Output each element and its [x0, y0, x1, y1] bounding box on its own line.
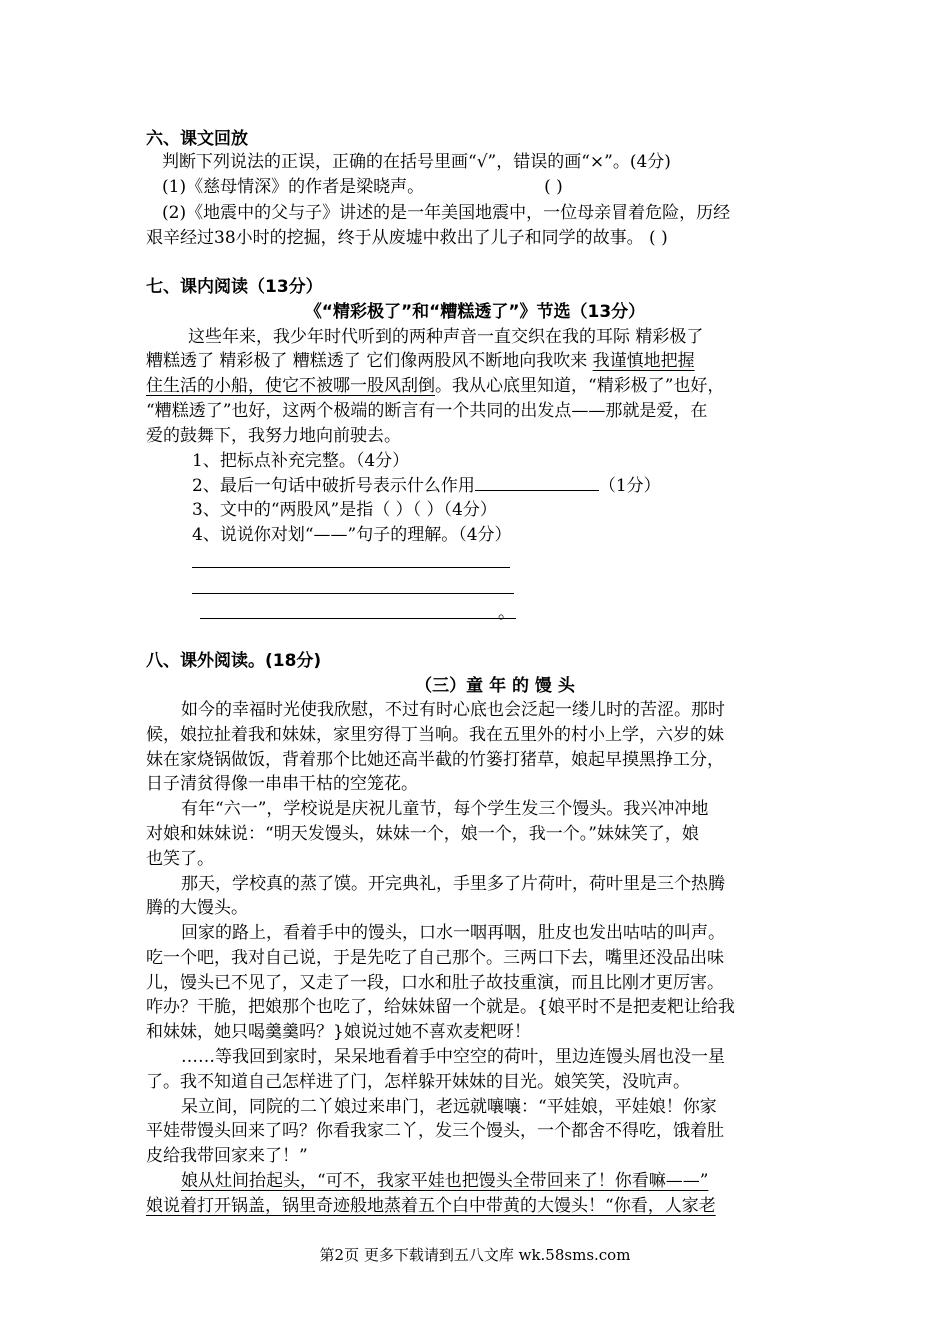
story-line: 有年“六一”，学校说是庆祝儿童节，每个学生发三个馒头。我兴冲冲地 [181, 799, 709, 819]
section-7-title: 七、课内阅读（13分） [146, 277, 323, 297]
section-8-subtitle: （三）童 年 的 馒 头 [415, 676, 575, 696]
story-line: 妹在家烧锅做饭，背着那个比她还高半截的竹篓打猪草，娘起早摸黑挣工分， [146, 750, 724, 770]
passage-line: 这些年来，我少年时代听到的两种声音一直交织在我的耳际 精彩极了 [188, 327, 704, 347]
passage-line [146, 348, 695, 374]
section-6-title: 六、课文回放 [146, 129, 248, 149]
story-line-underlined: 娘说着打开锅盖，锅里奇迹般地蒸着五个白中带黄的大馒头！“你看，人家老 [146, 1196, 716, 1216]
story-line: ……等我回到家时，呆呆地看着手中空空的荷叶，里边连馒头屑也没一星 [181, 1047, 725, 1067]
answer-blank[interactable] [475, 476, 599, 491]
story-line: 腾的大馒头。 [146, 898, 248, 918]
story-line: 如今的幸福时光使我欣慰，不过有时心底也会泛起一缕儿时的苦涩。那时 [181, 700, 725, 720]
story-line: 吃一个吧，我对自己说，于是先吃了自己那个。三两口下去，嘴里还没品出味 [146, 948, 724, 968]
question-2 [192, 473, 661, 499]
question-3[interactable]: 3、文中的“两股风”是指（ ）（ ）（4分） [192, 500, 497, 520]
story-line: 平娃带馒头回来了吗？你看我家二丫，发三个馒头，一个都舍不得吃，饿着肚 [146, 1121, 724, 1141]
q1-answer-paren[interactable]: ( ) [544, 177, 563, 197]
story-line: 回家的路上，看着手中的馒头，口水一咽再咽，肚皮也发出咕咕的叫声。 [181, 923, 725, 943]
story-line: 了。我不知道自己怎样进了门，怎样躲开妹妹的目光。娘笑笑，没吭声。 [146, 1072, 690, 1092]
underlined-sentence: 住生活的小船，使它不被哪一股风刮倒 [146, 376, 435, 396]
story-line: 也笑了。 [146, 849, 214, 869]
question-2-text: 2、最后一句话中破折号表示什么作用 [192, 476, 475, 496]
page-footer: 第2页 更多下载请到五八文库 wk.58sms.com [319, 1246, 631, 1264]
question-4: 4、说说你对划“——”句子的理解。（4分） [192, 525, 512, 545]
story-line-underlined: 娘从灶间抬起头，“可不，我家平娃也把馒头全带回来了！你看嘛——” [181, 1171, 709, 1191]
answer-line[interactable] [200, 618, 516, 619]
story-line: 儿，馒头已不见了，又走了一段，口水和肚子故技重演，而且比刚才更厉害。 [146, 973, 724, 993]
story-line: 那天，学校真的蒸了馍。开完典礼，手里多了片荷叶，荷叶里是三个热腾 [181, 874, 725, 894]
answer-line[interactable] [192, 593, 514, 594]
question-1: 1、把标点补充完整。（4分） [192, 451, 410, 471]
story-line: 和妹妹，她只喝羹羹吗？}娘说过她不喜欢麦粑呀！ [146, 1022, 531, 1042]
story-line: 对娘和妹妹说：“明天发馒头，妹妹一个，娘一个，我一个。”妹妹笑了，娘 [146, 824, 699, 844]
answer-line[interactable] [192, 567, 510, 568]
answer-end-mark: 。 [498, 603, 515, 623]
section-7-subtitle: 《“精彩极了”和“糟糕透了”》节选（13分） [304, 302, 646, 322]
story-line: 候，娘拉扯着我和妹妹，家里穷得丁当响。我在五里外的村小上学，六岁的妹 [146, 725, 724, 745]
passage-line: “糟糕透了”也好，这两个极端的断言有一个共同的出发点——那就是爱，在 [146, 401, 708, 421]
section-6-q1 [162, 174, 563, 200]
passage-line: 爱的鼓舞下，我努力地向前驶去。 [146, 426, 401, 446]
passage-text: 。我从心底里知道，“精彩极了”也好， [435, 376, 725, 396]
passage-text: 糟糕透了 精彩极了 糟糕透了 它们像两股风不断地向我吹来 [146, 351, 593, 371]
story-line: 呆立间，同院的二丫娘过来串门，老远就嚷嚷：“平娃娘，平娃娘！你家 [181, 1097, 717, 1117]
section-6-q2-line1: (2)《地震中的父与子》讲述的是一年美国地震中，一位母亲冒着危险，历经 [162, 203, 731, 223]
section-6-q2-line2[interactable]: 艰辛经过38小时的挖掘，终于从废墟中救出了儿子和同学的故事。 ( ) [146, 228, 668, 248]
story-line: 皮给我带回家来了！” [146, 1146, 308, 1166]
question-2-score: （1分） [598, 476, 661, 496]
section-8-title: 八、课外阅读。(18分) [146, 651, 322, 671]
q1-text: (1)《慈母情深》的作者是梁晓声。 [162, 177, 425, 197]
underlined-sentence: 我谨慎地把握 [592, 351, 695, 371]
story-line: 咋办？干脆，把娘那个也吃了，给妹妹留一个就是。{娘平时不是把麦粑让给我 [146, 997, 735, 1017]
passage-line [146, 373, 724, 399]
story-line: 日子清贫得像一串串干枯的空笼花。 [146, 774, 418, 794]
section-6-instruction: 判断下列说法的正误，正确的在括号里画“√”，错误的画“×”。(4分) [162, 152, 671, 172]
